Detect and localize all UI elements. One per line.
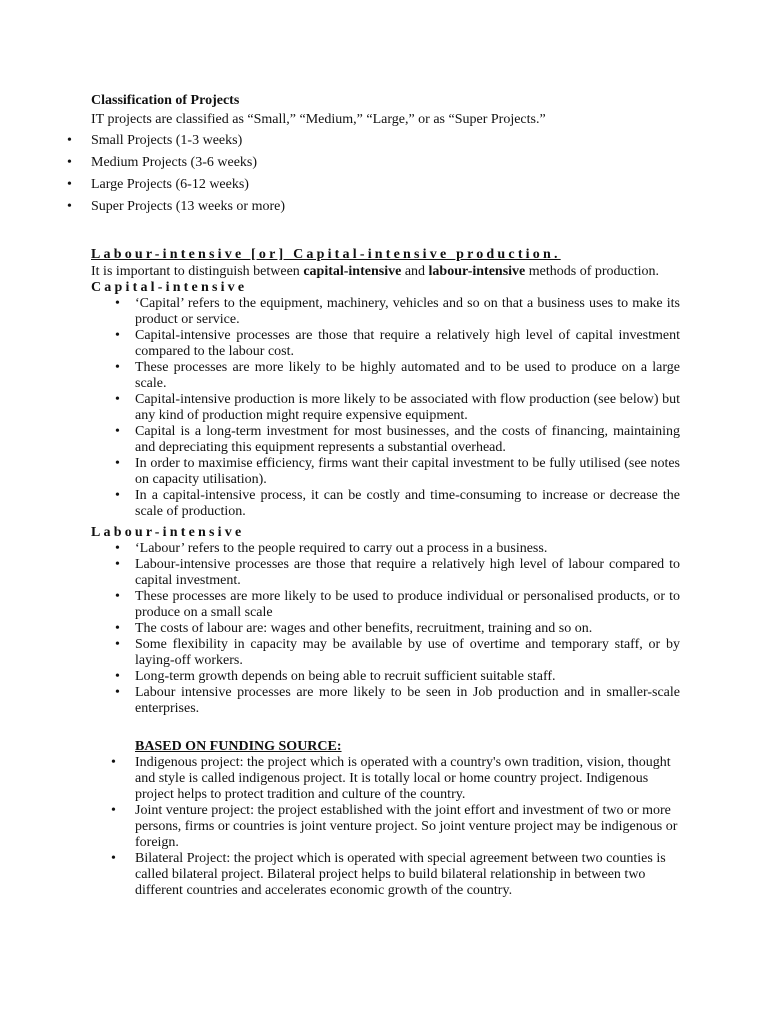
list-item: • Labour intensive processes are more likely to be seen in Job production and in smaller-scale enterprises. xyxy=(115,685,680,716)
bullet-icon: • xyxy=(115,669,120,684)
bullet-icon: • xyxy=(67,199,72,214)
labour-list xyxy=(115,541,680,717)
bullet-icon: • xyxy=(115,685,120,700)
list-item: • Labour-intensive processes are those that require a relatively high level of labour compared to capital investment. xyxy=(115,557,680,588)
bullet-icon: • xyxy=(115,637,120,652)
list-item: • In a capital-intensive process, it can be costly and time-consuming to increase or decrease the scale of production. xyxy=(115,488,680,519)
list-item: • Joint venture project: the project established with the joint effort and investment of two or more persons, firms or countries is joint venture project. So joint venture project may be indigenous or foreign. xyxy=(111,803,678,850)
labour-heading: Labour-intensive xyxy=(91,525,245,540)
classification-title: Classification of Projects xyxy=(91,93,240,108)
bullet-icon: • xyxy=(115,589,120,604)
bullet-icon: • xyxy=(111,755,116,770)
bullet-icon: • xyxy=(115,456,120,471)
list-item: • Some flexibility in capacity may be available by use of overtime and temporary staff, or by laying-off workers. xyxy=(115,637,680,668)
bullet-icon: • xyxy=(111,851,116,866)
bullet-icon: • xyxy=(67,133,72,148)
capital-heading: Capital-intensive xyxy=(91,280,248,295)
list-item: • These processes are more likely to be highly automated and to be used to produce on a large scale. xyxy=(115,360,680,391)
list-item: • ‘Capital’ refers to the equipment, machinery, vehicles and so on that a business uses to make its product or service. xyxy=(115,296,680,327)
list-item: • Long-term growth depends on being able to recruit sufficient suitable staff. xyxy=(115,669,556,684)
bullet-icon: • xyxy=(67,177,72,192)
list-item: • In order to maximise efficiency, firms want their capital investment to be fully utilised (see notes on capacity utilisation). xyxy=(115,456,680,487)
bullet-icon: • xyxy=(115,621,120,636)
production-intro: It is important to distinguish between capital-intensive and labour-intensive methods of production. xyxy=(91,264,660,279)
bullet-icon: • xyxy=(115,296,120,311)
bullet-icon: • xyxy=(115,557,120,572)
bullet-icon: • xyxy=(115,424,120,439)
list-item: • The costs of labour are: wages and other benefits, recruitment, training and so on. xyxy=(115,621,593,636)
capital-list xyxy=(115,296,680,520)
production-heading: Labour-intensive [or] Capital-intensive production. xyxy=(91,247,561,262)
list-item: • ‘Labour’ refers to the people required to carry out a process in a business. xyxy=(115,541,548,556)
classification-list xyxy=(67,133,286,221)
list-item: • Capital-intensive processes are those that require a relatively high level of capital investment compared to the labour cost. xyxy=(115,328,680,359)
list-item: • Indigenous project: the project which is operated with a country's own tradition, vision, thought and style is called indigenous project. It is totally local or home country project. Indigenous project helps to protect tradition and culture of the country. xyxy=(111,755,671,802)
bullet-icon: • xyxy=(115,392,120,407)
bullet-icon: • xyxy=(67,155,72,170)
classification-intro: IT projects are classified as “Small,” “Medium,” “Large,” or as “Super Projects.” xyxy=(91,112,546,127)
list-item: • Small Projects (1-3 weeks) xyxy=(67,133,243,148)
list-item: • These processes are more likely to be used to produce individual or personalised products, or to produce on a small scale xyxy=(115,589,680,620)
list-item: • Bilateral Project: the project which is operated with special agreement between two counties is called bilateral project. Bilateral project helps to build bilateral relationship in between two different countries and accelerates economic growth of the country. xyxy=(111,851,666,898)
list-item: • Capital is a long-term investment for most businesses, and the costs of financing, maintaining and depreciating this equipment represents a substantial overhead. xyxy=(115,424,680,455)
funding-heading: BASED ON FUNDING SOURCE: xyxy=(135,739,342,754)
bullet-icon: • xyxy=(115,488,120,503)
bullet-icon: • xyxy=(111,803,116,818)
bullet-icon: • xyxy=(115,328,120,343)
funding-list xyxy=(111,755,680,899)
list-item: • Super Projects (13 weeks or more) xyxy=(67,199,286,214)
bullet-icon: • xyxy=(115,360,120,375)
bullet-icon: • xyxy=(115,541,120,556)
list-item: • Capital-intensive production is more likely to be associated with flow production (see below) but any kind of production might require expensive equipment. xyxy=(115,392,680,423)
list-item: • Medium Projects (3-6 weeks) xyxy=(67,155,258,170)
list-item: • Large Projects (6-12 weeks) xyxy=(67,177,249,192)
